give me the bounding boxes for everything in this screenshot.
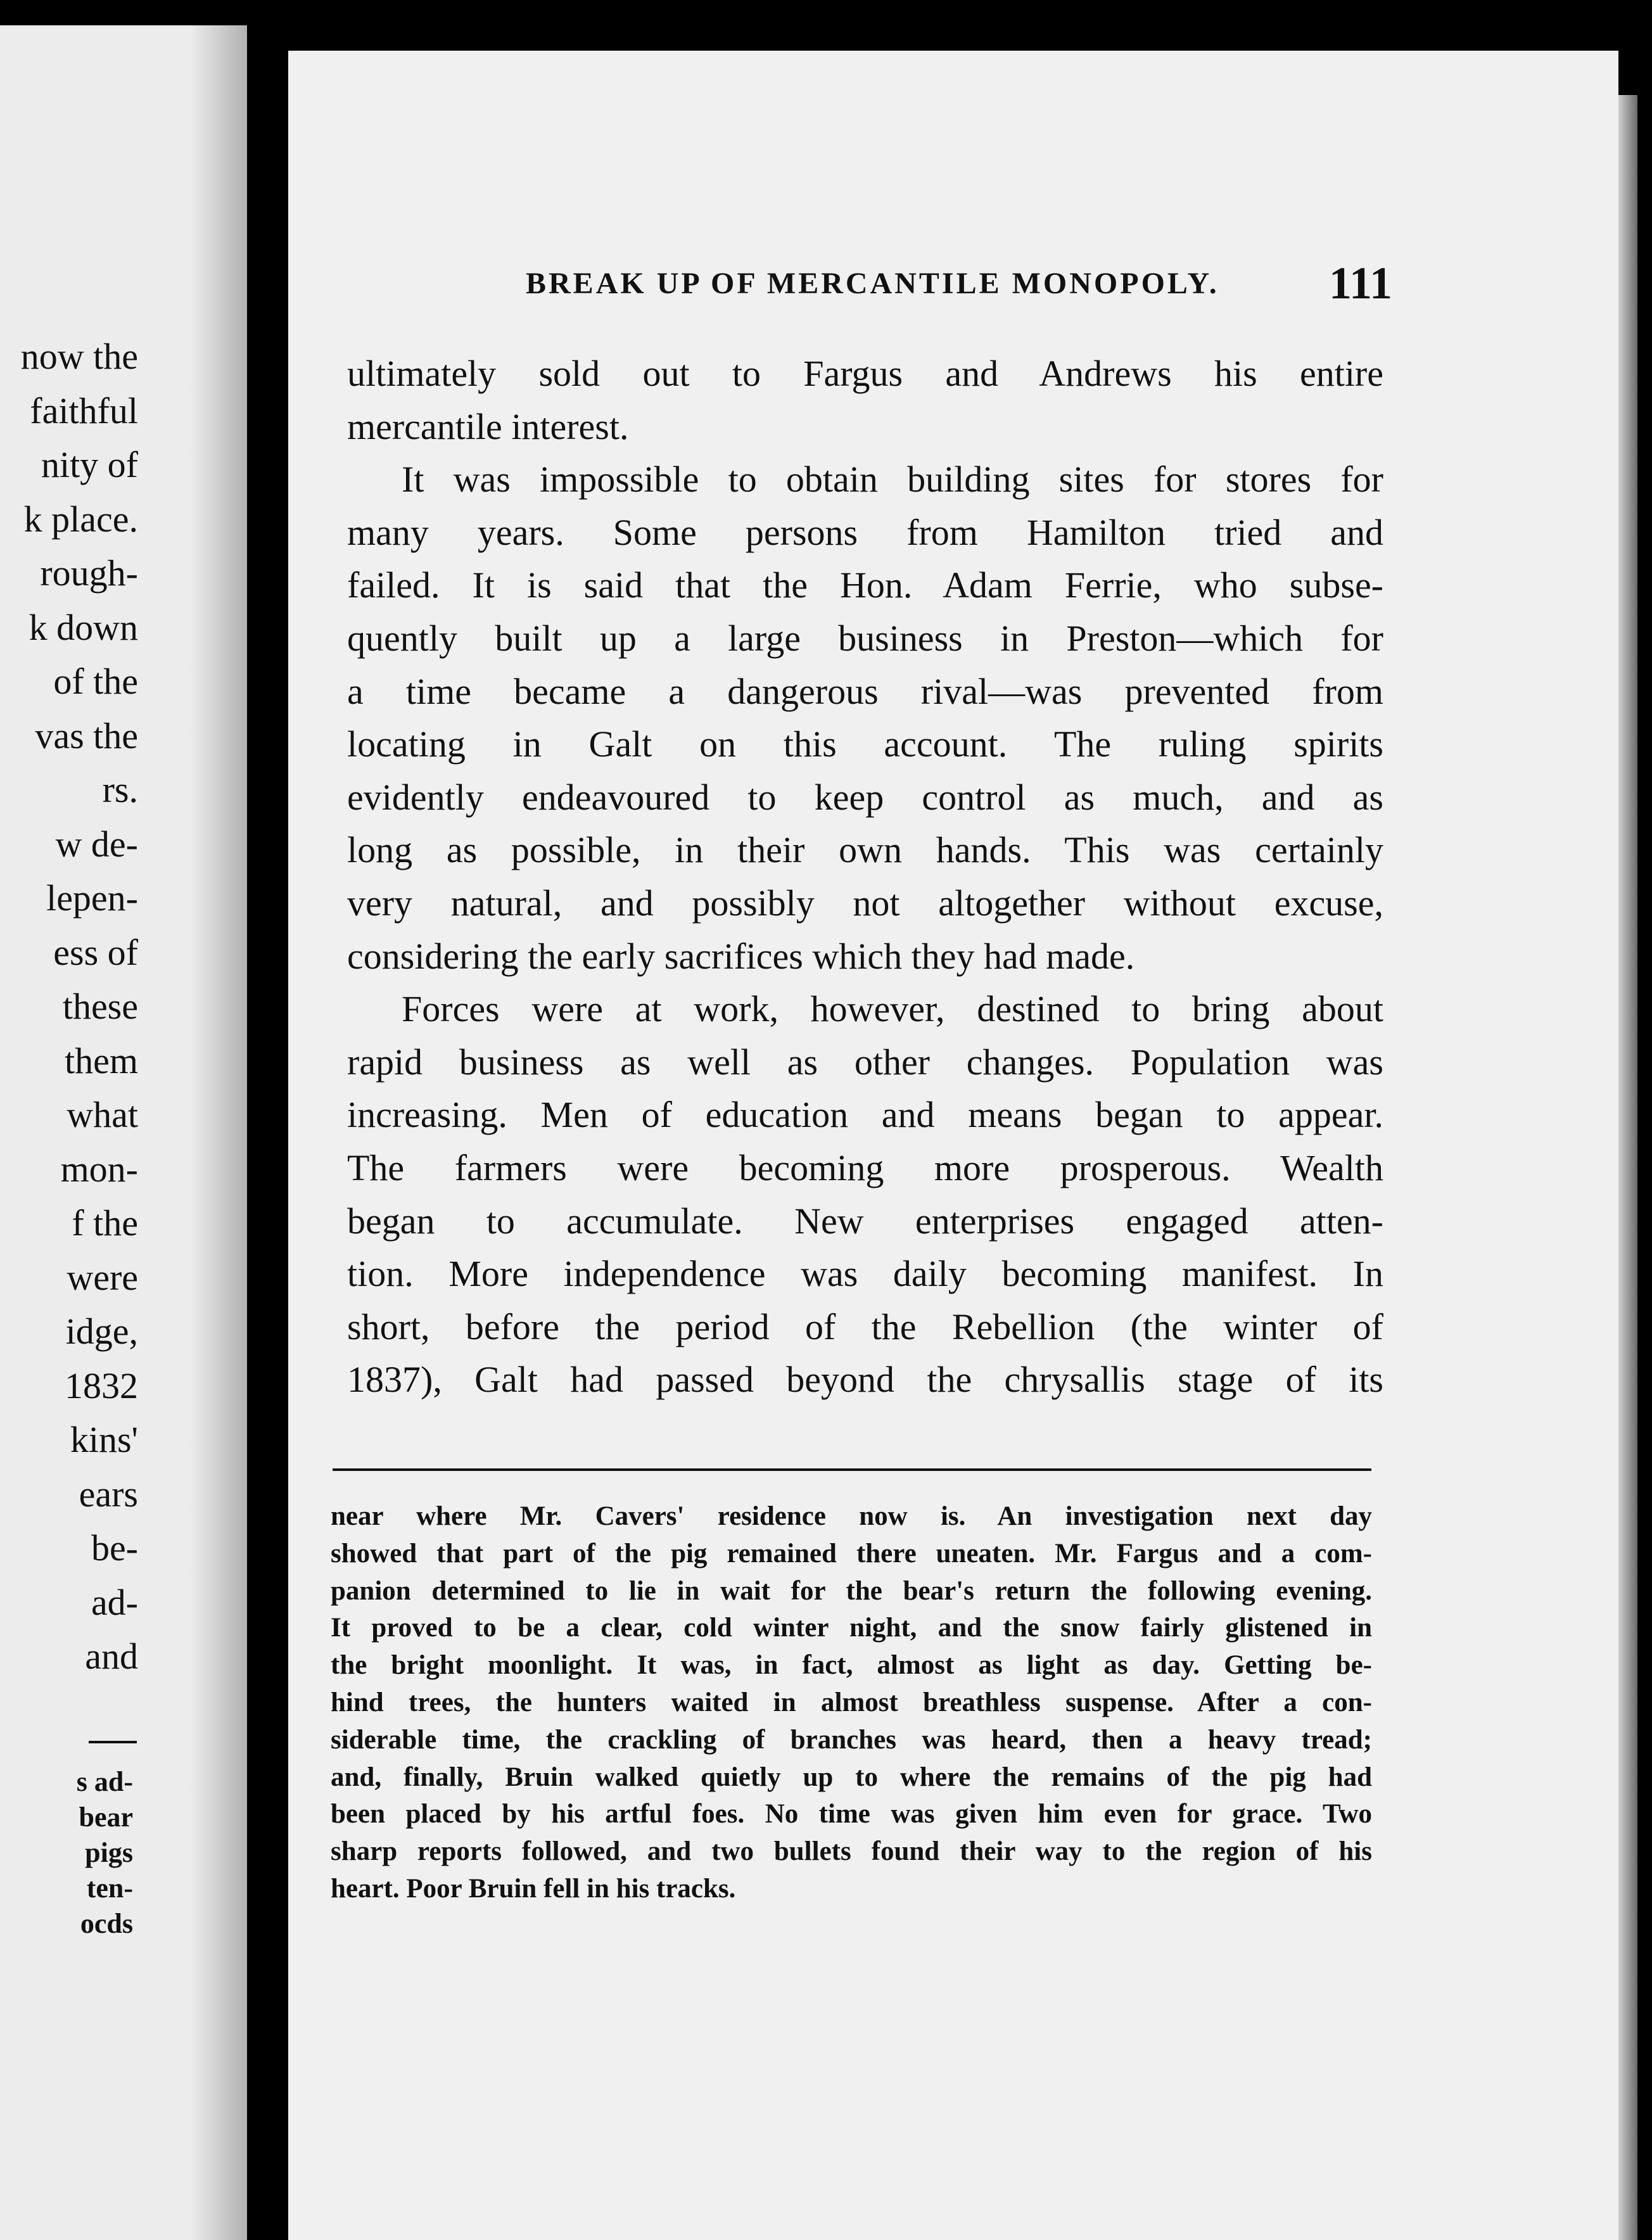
footnote-line: sharp reports followed, and two bullets found their way to the region of his <box>331 1836 1372 1867</box>
left-line: lepen- <box>46 877 138 919</box>
left-line: were <box>67 1256 138 1298</box>
footnote-line: hind trees, the hunters waited in almost breathless suspense. After a con- <box>331 1687 1372 1717</box>
footnote-line: near where Mr. Cavers' residence now is. An investigation next day <box>331 1501 1372 1531</box>
page-edge <box>1618 95 1637 2240</box>
body-line: considering the early sacrifices which they had made. <box>347 935 1135 977</box>
left-line: ears <box>79 1473 138 1515</box>
body-line: mercantile interest. <box>347 405 629 447</box>
footnote-line: panion determined to lie in wait for the bear's return the following evening. <box>331 1575 1372 1606</box>
left-line: rough- <box>40 552 138 594</box>
body-line: many years. Some persons from Hamilton tried and <box>347 511 1383 553</box>
body-line: increasing. Men of education and means began to appear. <box>347 1094 1383 1136</box>
footnote-rule <box>333 1468 1371 1471</box>
left-line: rs. <box>102 769 138 810</box>
footnote <box>331 1498 1372 1908</box>
left-line: f the <box>72 1202 138 1244</box>
left-line: of the <box>53 661 138 702</box>
left-line: be- <box>91 1527 138 1569</box>
body-line: The farmers were becoming more prosperous. Wealth <box>347 1147 1383 1188</box>
body-line: quently built up a large business in Preston—which for <box>347 617 1383 659</box>
body-line: tion. More independence was daily becoming manifest. In <box>347 1253 1383 1295</box>
body-line: began to accumulate. New enterprises engaged atten- <box>347 1200 1383 1242</box>
left-line: w de- <box>55 823 138 865</box>
page-number: 111 <box>1329 258 1393 309</box>
left-line: them <box>65 1040 138 1081</box>
body-line: a time became a dangerous rival—was prevented from <box>347 670 1383 712</box>
left-footnote-line: ocds <box>80 1908 133 1939</box>
left-line: k down <box>29 606 138 648</box>
body-line: evidently endeavoured to keep control as much, and as <box>347 776 1383 818</box>
running-head: BREAK UP OF MERCANTILE MONOPOLY. <box>526 267 1219 300</box>
left-line: now the <box>20 336 138 377</box>
body-line: locating in Galt on this account. The ruling spirits <box>347 723 1383 765</box>
left-line: kins' <box>70 1419 138 1460</box>
footnote-line: showed that part of the pig remained there uneaten. Mr. Fargus and a com- <box>331 1538 1372 1569</box>
footnote-line: siderable time, the crackling of branches was heard, then a heavy tread; <box>331 1724 1372 1755</box>
left-page-text <box>0 329 138 1684</box>
body-line: long as possible, in their own hands. This was certainly <box>347 829 1383 871</box>
footnote-line: been placed by his artful foes. No time was given him even for grace. Two <box>331 1799 1372 1830</box>
body-line: failed. It is said that the Hon. Adam Ferrie, who subse- <box>347 564 1383 606</box>
left-line: ad- <box>91 1581 138 1623</box>
left-footnote-line: pigs <box>85 1837 133 1868</box>
left-line: what <box>67 1094 138 1135</box>
left-line: mon- <box>60 1148 138 1190</box>
body-text <box>347 347 1383 1406</box>
footnote-line: heart. Poor Bruin fell in his tracks. <box>331 1873 736 1904</box>
footnote-line: It proved to be a clear, cold winter night, and the snow fairly glistened in <box>331 1613 1372 1643</box>
body-line: ultimately sold out to Fargus and Andrews his entire <box>347 353 1383 394</box>
left-page-footnote <box>0 1764 133 1942</box>
book-gutter <box>247 0 285 2240</box>
body-line: short, before the period of the Rebellion (the winter of <box>347 1306 1383 1347</box>
left-line: ess of <box>53 931 138 973</box>
left-line: idge, <box>65 1311 138 1352</box>
left-line: nity of <box>41 444 138 485</box>
footnote-line: and, finally, Bruin walked quietly up to where the remains of the pig had <box>331 1762 1372 1792</box>
body-line: 1837), Galt had passed beyond the chrysallis stage of its <box>347 1359 1383 1401</box>
left-line: k place. <box>23 498 138 540</box>
left-line: and <box>85 1636 138 1677</box>
left-line: faithful <box>30 390 138 431</box>
body-line: It was impossible to obtain building sites for stores for <box>402 459 1383 500</box>
left-footnote-line: s ad- <box>76 1766 133 1797</box>
body-line: very natural, and possibly not altogether without excuse, <box>347 882 1383 924</box>
left-page <box>0 25 247 2240</box>
left-footnote-line: ten- <box>86 1873 133 1904</box>
left-footnote-line: bear <box>79 1802 133 1833</box>
body-line: Forces were at work, however, destined to bring about <box>402 988 1383 1030</box>
body-line: rapid business as well as other changes. Population was <box>347 1041 1383 1083</box>
left-footnote-rule <box>89 1741 137 1743</box>
left-line: these <box>62 986 138 1027</box>
left-line: 1832 <box>65 1365 138 1406</box>
page-curve-shadow <box>190 25 247 2240</box>
left-line: vas the <box>35 715 138 756</box>
footnote-line: the bright moonlight. It was, in fact, almost as light as day. Getting be- <box>331 1650 1372 1681</box>
